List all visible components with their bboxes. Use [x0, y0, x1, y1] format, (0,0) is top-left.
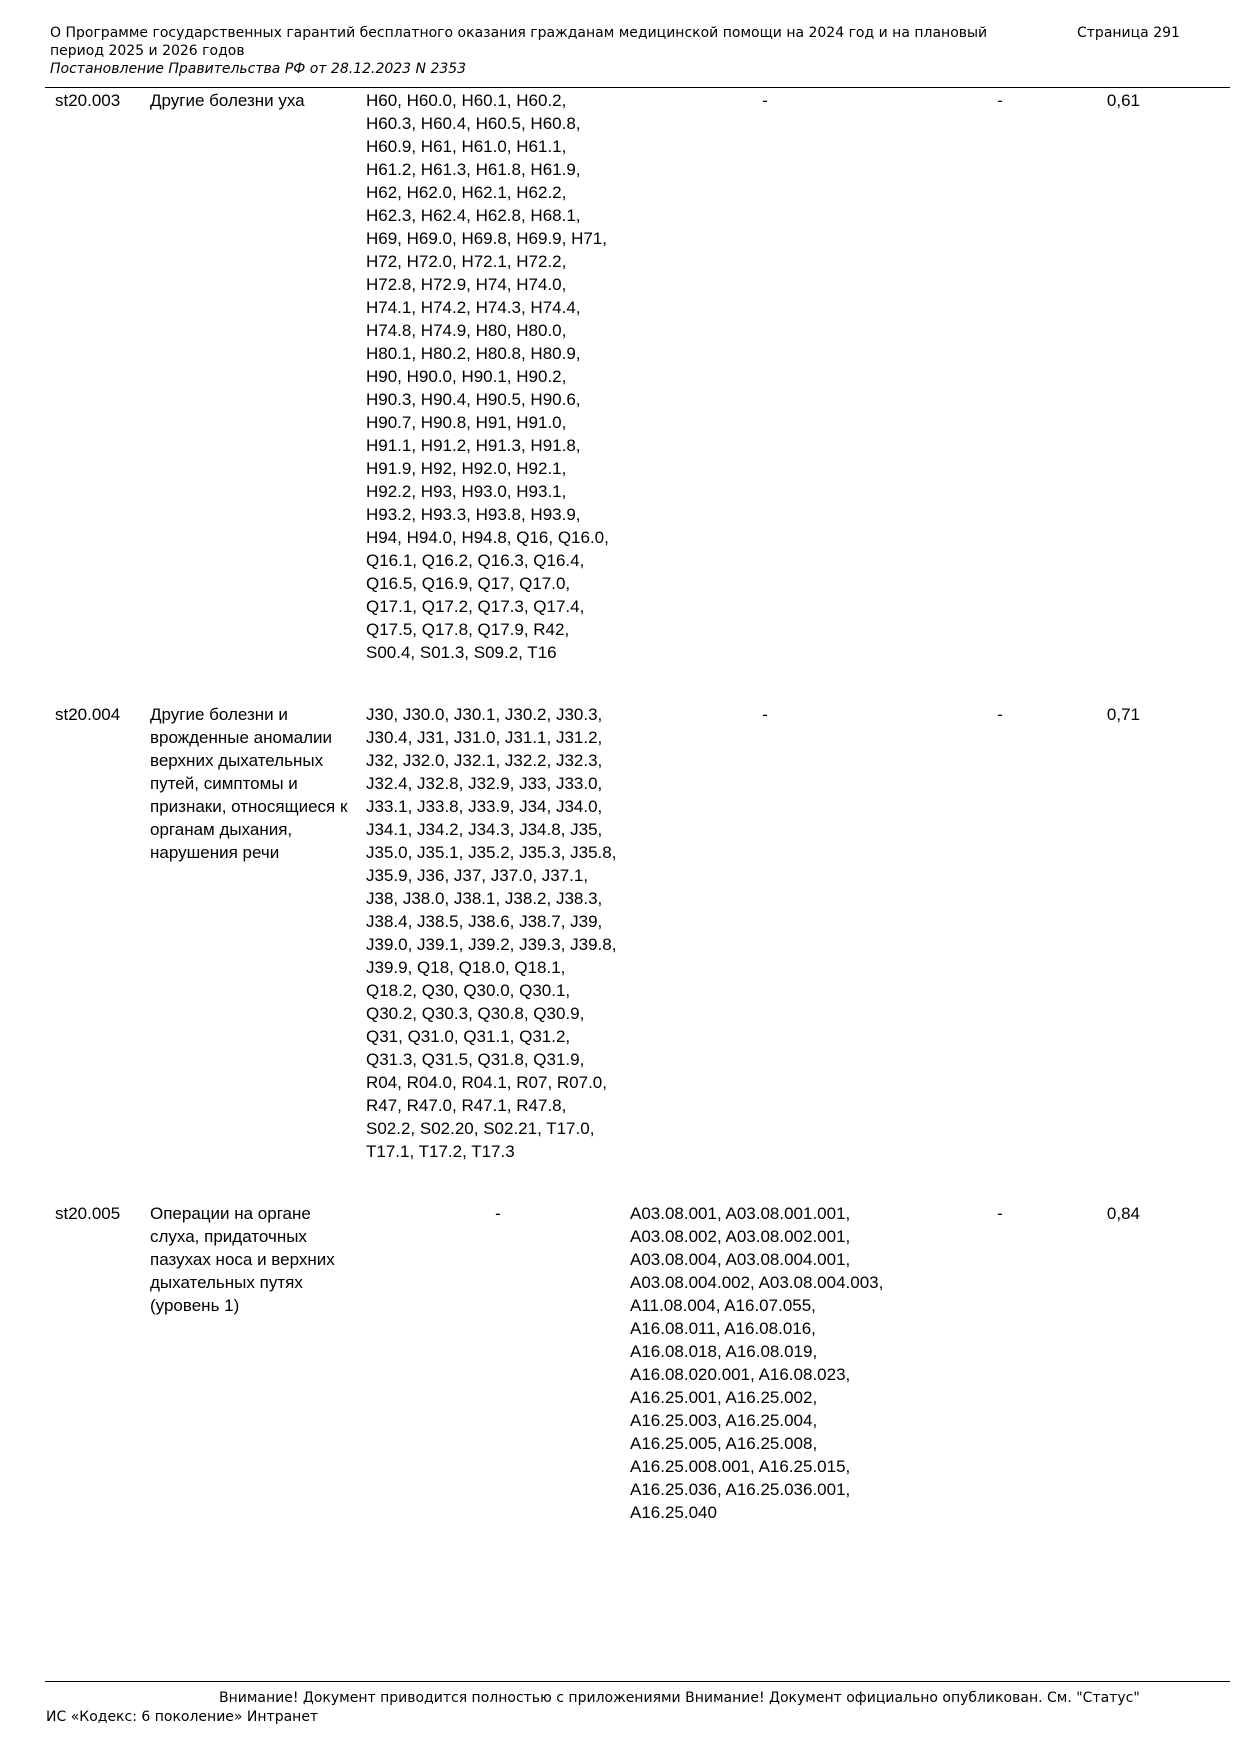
mkb-codes: -: [495, 1204, 501, 1223]
footer-divider: [45, 1681, 1230, 1682]
service-codes: -: [762, 705, 768, 724]
other-criteria: -: [997, 1204, 1003, 1223]
table-row: [0, 703, 1240, 1202]
document-title: О Программе государственных гарантий бесплатного оказания гражданам медицинской помощи на 2024 год и на плановый период 2025 и 2026 годов: [50, 25, 988, 59]
other-criteria: -: [997, 91, 1003, 110]
table-row: [0, 89, 1240, 703]
table-row: [0, 1202, 1240, 1563]
cost-coefficient: 0,61: [1106, 91, 1140, 110]
footer-source: ИС «Кодекс: 6 поколение» Интранет: [46, 1709, 319, 1725]
other-criteria: -: [997, 705, 1003, 724]
footer-notice: Внимание! Документ приводится полностью с приложениями Внимание! Документ официально опубликован. См. "Статус": [219, 1690, 1140, 1706]
service-codes: -: [762, 91, 768, 110]
document-header: [50, 24, 1040, 78]
ksg-name: Другие болезни и врожденные аномалии верхних дыхательных путей, симптомы и признаки, относящиеся к органам дыхания, нарушения речи: [150, 705, 348, 862]
header-divider: [45, 87, 1230, 88]
ksg-code: st20.003: [55, 91, 121, 110]
ksg-code: st20.005: [55, 1204, 121, 1223]
cost-coefficient: 0,84: [1106, 1204, 1140, 1223]
cost-coefficient: 0,71: [1106, 705, 1140, 724]
tariff-table: [0, 89, 1240, 1563]
service-codes: A03.08.001, A03.08.001.001, A03.08.002, A03.08.002.001, A03.08.004, A03.08.004.001, A03.08.004.002, A03.08.004.003, A11.08.004, A16.07.055, A16.08.011, A16.08.016, A16.08.018, A16.08.019, A16.08.020.001, A16.08.023, A16.25.001, A16.25.002, A16.25.003, A16.25.004, A16.25.005, A16.25.008, A16.25.008.001, A16.25.015, A16.25.036, A16.25.036.001, A16.25.040: [630, 1204, 884, 1522]
mkb-codes: J30, J30.0, J30.1, J30.2, J30.3, J30.4, J31, J31.0, J31.1, J31.2, J32, J32.0, J32.1, J32.2, J32.3, J32.4, J32.8, J32.9, J33, J33.0, J33.1, J33.8, J33.9, J34, J34.0, J34.1, J34.2, J34.3, J34.8, J35, J35.0, J35.1, J35.2, J35.3, J35.8, J35.9, J36, J37, J37.0, J37.1, J38, J38.0, J38.1, J38.2, J38.3, J38.4, J38.5, J38.6, J38.7, J39, J39.0, J39.1, J39.2, J39.3, J39.8, J39.9, Q18, Q18.0, Q18.1, Q18.2, Q30, Q30.0, Q30.1, Q30.2, Q30.3, Q30.8, Q30.9, Q31, Q31.0, Q31.1, Q31.2, Q31.3, Q31.5, Q31.8, Q31.9, R04, R04.0, R04.1, R07, R07.0, R47, R47.0, R47.1, R47.8, S02.2, S02.20, S02.21, T17.0, T17.1, T17.2, T17.3: [366, 705, 617, 1161]
page-number: Страница 291: [1077, 25, 1180, 41]
ksg-code: st20.004: [55, 705, 121, 724]
ksg-name: Операции на органе слуха, придаточных пазухах носа и верхних дыхательных путях (уровень 1): [150, 1204, 335, 1315]
document-subtitle: Постановление Правительства РФ от 28.12.2023 N 2353: [50, 61, 467, 77]
mkb-codes: H60, H60.0, H60.1, H60.2, H60.3, H60.4, H60.5, H60.8, H60.9, H61, H61.0, H61.1, H61.2, H61.3, H61.8, H61.9, H62, H62.0, H62.1, H62.2, H62.3, H62.4, H62.8, H68.1, H69, H69.0, H69.8, H69.9, H71, H72, H72.0, H72.1, H72.2, H72.8, H72.9, H74, H74.0, H74.1, H74.2, H74.3, H74.4, H74.8, H74.9, H80, H80.0, H80.1, H80.2, H80.8, H80.9, H90, H90.0, H90.1, H90.2, H90.3, H90.4, H90.5, H90.6, H90.7, H90.8, H91, H91.0, H91.1, H91.2, H91.3, H91.8, H91.9, H92, H92.0, H92.1, H92.2, H93, H93.0, H93.1, H93.2, H93.3, H93.8, H93.9, H94, H94.0, H94.8, Q16, Q16.0, Q16.1, Q16.2, Q16.3, Q16.4, Q16.5, Q16.9, Q17, Q17.0, Q17.1, Q17.2, Q17.3, Q17.4, Q17.5, Q17.8, Q17.9, R42, S00.4, S01.3, S09.2, T16: [366, 91, 609, 662]
ksg-name: Другие болезни уха: [150, 91, 305, 110]
